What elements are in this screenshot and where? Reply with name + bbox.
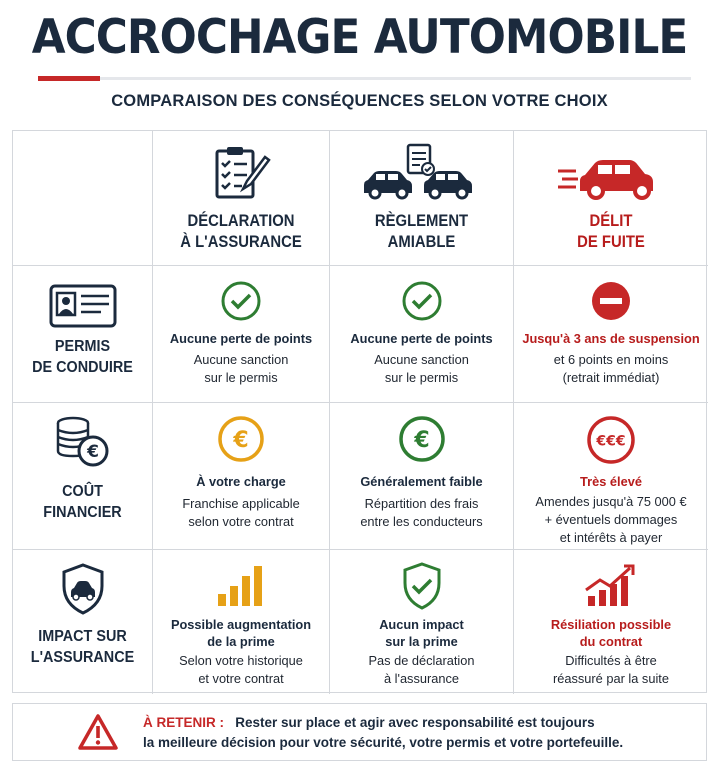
column-header-declaration [153,131,330,266]
table-corner-cell [13,131,153,266]
row-header-cout [13,403,153,550]
page-title: ACCROCHAGE AUTOMOBILE [31,10,688,65]
column-header-amiable [330,131,514,266]
clipboard-checklist-icon [211,143,271,208]
cell-title: Généralement faible [360,474,483,489]
cell-description: Répartition des frais entre les conducteurs [360,496,483,529]
rising-chart-icon [584,562,638,613]
row-header-label: IMPACT SUR L'ASSURANCE [30,628,135,666]
cell-permis-delit [514,266,708,403]
shield-car-icon [60,562,106,621]
column-header-label: RÈGLEMENT AMIABLE [374,212,469,251]
row-header-label: PERMIS DE CONDUIRE [32,338,133,376]
cell-description: Difficultés à être réassuré par la suite [553,653,669,686]
row-header-permis [13,266,153,403]
cell-impact-amiable [330,550,514,694]
cell-impact-delit [514,550,708,694]
reminder-box [12,703,707,761]
cell-title: Aucune perte de points [350,331,493,346]
euro-circle-icon [398,415,446,468]
title-underline [38,77,691,80]
cell-cout-delit [514,403,708,550]
id-card-icon [49,284,117,333]
cell-cout-amiable [330,403,514,550]
cell-description: Aucune sanction sur le permis [193,352,289,385]
two-cars-document-icon [362,143,482,208]
cell-title: Aucun impact sur la prime [379,617,464,649]
cell-description: Aucune sanction sur le permis [374,352,469,385]
page-subtitle: COMPARAISON DES CONSÉQUENCES SELON VOTRE CHOIX [111,92,608,110]
speeding-car-icon [556,143,666,208]
coins-euro-icon [55,415,111,472]
cell-impact-declaration [153,550,330,694]
triple-euro-icon [586,415,636,470]
shield-check-icon [401,562,443,615]
reminder-lead: À RETENIR : [143,715,224,730]
title-underline-accent [38,76,100,81]
cell-description: et 6 points en moins (retrait immédiat) [553,352,669,385]
cell-description: Pas de déclaration à l'assurance [368,653,475,686]
cell-title: Aucune perte de points [169,331,313,346]
no-entry-icon [590,280,632,327]
comparison-table [12,130,707,693]
row-header-impact [13,550,153,694]
svg-text:€€€: €€€ [596,433,626,450]
check-circle-icon [220,280,262,327]
warning-triangle-icon [77,713,119,756]
cell-description: Selon votre historique et votre contrat [179,653,303,686]
row-header-label: COÛT FINANCIER [43,483,122,521]
cell-cout-declaration [153,403,330,550]
check-circle-icon [401,280,443,327]
svg-text:€: € [233,428,249,453]
cell-title: Jusqu'à 3 ans de suspension [522,331,700,346]
cell-permis-amiable [330,266,514,403]
svg-text:€: € [413,428,430,453]
bar-chart-icon [216,564,266,611]
column-header-label: DÉLIT DE FUITE [577,212,645,251]
column-header-label: DÉCLARATION À L'ASSURANCE [180,212,302,251]
cell-title: Très élevé [580,474,642,489]
euro-circle-icon [217,415,265,468]
cell-title: Possible augmentation de la prime [170,617,312,649]
svg-text:€: € [86,442,99,462]
cell-title: Résiliation possible du contrat [550,617,672,649]
column-header-delit-de-fuite [514,131,708,266]
cell-description: Amendes jusqu'à 75 000 € + éventuels dommages et intérêts à payer [535,494,687,545]
reminder-text: À RETENIR : Rester sur place et agir avec responsabilité est toujours la meilleure décision pour votre sécurité, votre permis et votre portefeuille. [143,715,624,750]
cell-permis-declaration [153,266,330,403]
cell-title: À votre charge [196,474,286,489]
cell-description: Franchise applicable selon votre contrat [182,496,300,529]
